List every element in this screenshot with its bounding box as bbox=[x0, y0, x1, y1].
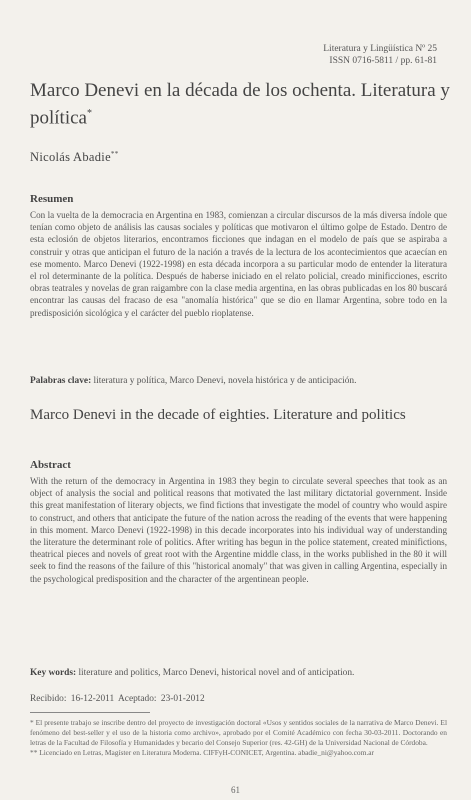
footnote-project: * El presente trabajo se inscribe dentro del proyecto de investigación doctoral «Usos y sentidos sociales de la narrativa de Marco Denevi. El fenómeno del best-seller y el uso de la historia como archivo», aprobado por el Comité Académico con fecha 30-03-2011. Doctorando en letras de la Facultad de Filosofía y Humanidades y becario del Consejo Superior (res. 42-GH) de la Universidad Nacional de Córdoba. bbox=[30, 718, 447, 747]
journal-name: Literatura y Lingüística Nº 25 bbox=[323, 44, 437, 54]
title-es-text: Marco Denevi en la década de los ochenta. Literatura y política bbox=[30, 80, 450, 129]
footnote-author: ** Licenciado en Letras, Magíster en Literatura Moderna. CIFFyH-CONICET, Argentina. abadie_ni@yahoo.com.ar bbox=[30, 748, 374, 757]
page-number: 61 bbox=[231, 785, 240, 795]
footnote-divider bbox=[30, 712, 150, 713]
keywords-es-label: Palabras clave: bbox=[30, 376, 92, 386]
abstract-heading: Abstract bbox=[30, 459, 71, 471]
resumen-heading: Resumen bbox=[30, 193, 74, 205]
article-title-spanish bbox=[30, 79, 450, 129]
received-accepted-dates: Recibido: 16-12-2011 Aceptado: 23-01-2012 bbox=[30, 694, 205, 704]
journal-issn: ISSN 0716-5811 / pp. 61-81 bbox=[329, 56, 437, 66]
author-text: Nicolás Abadie bbox=[30, 150, 111, 165]
abstract-paragraph: With the return of the democracy in Argentina in 1983 they begin to circulate several speeches that took as an object of analysis the social and political reasons that motivated the last military dictatorial government. Inside this great manifestation of literary objects, we find fictions that investigate the model of country who would aspire to construct, and others that anticipate the future of the nation across the reading of the events that were happening in this moment. Marco Denevi (1922-1998) in this decade incorporates into his individual way of understanding the literature the determinant role of politics. After writing has begun in the police statement, created minifictions, theatrical pieces and novels of great root with the Argentine middle class, in the works published in the 80 it will seek to find the reasons of the failure of this "historical anomaly" that was given in calling Argentina, especially in the psychological predisposition and the character of the argentinean people. bbox=[30, 476, 447, 584]
keywords-es-text: literatura y política, Marco Denevi, novela histórica y de anticipación. bbox=[93, 376, 357, 386]
keywords-spanish bbox=[30, 375, 450, 387]
author-footnote-mark: ** bbox=[110, 150, 119, 158]
journal-header bbox=[323, 43, 437, 67]
keywords-en-label: Key words: bbox=[30, 668, 77, 678]
footnotes bbox=[30, 718, 447, 758]
article-title-english: Marco Denevi in the decade of eighties. Literature and politics bbox=[30, 407, 406, 423]
keywords-english bbox=[30, 667, 450, 679]
author-name bbox=[30, 150, 119, 165]
resumen-paragraph: Con la vuelta de la democracia en Argentina en 1983, comienzan a circular discursos de la más diversa índole que tenían como objeto de análisis las causas sociales y políticas que motivaron el último golpe de Estado. Dentro de esta eclosión de objetos literarios, encontramos ficciones que indagan en el modelo de país que se aspiraba a construir y otras que anticipan el futuro de la nación a través de la lectura de los acontecimientos que acaecían en ese momento. Marco Denevi (1922-1998) en esta década incorpora a su particular modo de entender la literatura el rol determinante de la política. Después de haberse iniciado en el relato policial, creado minificciones, escrito obras teatrales y novelas de gran raigambre con la clase media argentina, en las obras publicadas en los 80 buscará encontrar las causas del fracaso de esa "anomalía histórica" que se dio en llamar Argentina, sobre todo en la predisposición sicológica y el carácter del pueblo rioplatense. bbox=[30, 210, 447, 318]
title-footnote-mark: * bbox=[86, 108, 92, 119]
keywords-en-text: literature and politics, Marco Denevi, historical novel and of anticipation. bbox=[78, 668, 355, 678]
